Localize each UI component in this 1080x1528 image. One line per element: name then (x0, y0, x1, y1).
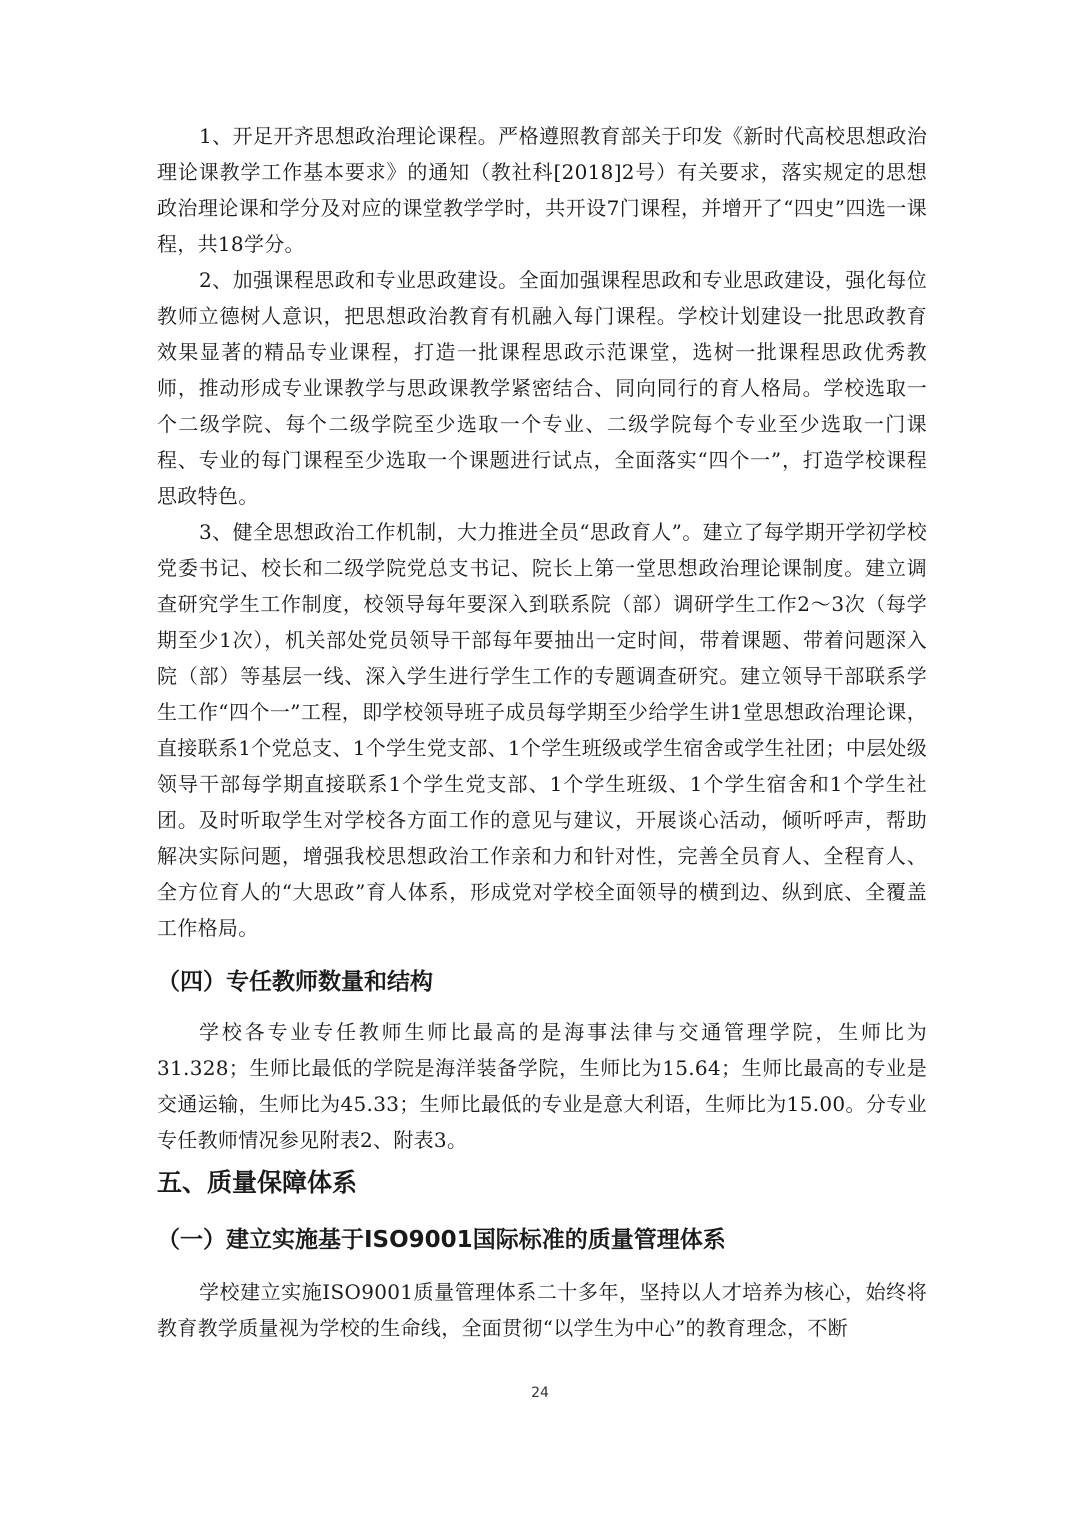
paragraph-work-mechanism: 3、健全思想政治工作机制，大力推进全员“思政育人”。建立了每学期开学初学校党委书记、校长和二级学院党总支书记、院长上第一堂思想政治理论课制度。建立调查研究学生工作制度，校领导每年要深入到联系院（部）调研学生工作2～3次（每学期至少1次），机关部处党员领导干部每年要抽出一定时间，带着课题、带着问题深入院（部）等基层一线、深入学生进行学生工作的专题调查研究。建立领导干部联系学生工作“四个一”工程，即学校领导班子成员每学期至少给学生讲1堂思想政治理论课，直接联系1个党总支、1个学生党支部、1个学生班级或学生宿舍或学生社团；中层处级领导干部每学期直接联系1个学生党支部、1个学生班级、1个学生宿舍和1个学生社团。及时听取学生对学校各方面工作的意见与建议，开展谈心活动，倾听呼声，帮助解决实际问题，增强我校思想政治工作亲和力和针对性，完善全员育人、全程育人、全方位育人的“大思政”育人体系，形成党对学校全面领导的横到边、纵到底、全覆盖工作格局。 (157, 520, 927, 940)
page-number: 24 (531, 1385, 549, 1401)
paragraph-course-ideology: 2、加强课程思政和专业思政建设。全面加强课程思政和专业思政建设，强化每位教师立德树人意识，把思想政治教育有机融入每门课程。学校计划建设一批思政教育效果显著的精品专业课程，打造一批课程思政示范课堂，选树一批课程思政优秀教师，推动形成专业课教学与思政课教学紧密结合、同向同行的育人格局。学校选取一个二级学院、每个二级学院至少选取一个专业、二级学院每个专业至少选取一门课程、专业的每门课程至少选取一个课题进行试点，全面落实“四个一”，打造学校课程思政特色。 (157, 268, 927, 508)
top-text-block (157, 118, 927, 946)
chapter-heading-quality: 五、质量保障体系 (157, 1168, 358, 1197)
paragraph-teacher-ratio: 学校各专业专任教师生师比最高的是海事法律与交通管理学院，生师比为31.328；生师比最低的学院是海洋装备学院，生师比为15.64；生师比最高的专业是交通运输，生师比为45.33；生师比最低的专业是意大利语，生师比为15.00。分专业专任教师情况参见附表2、附表3。 (157, 1020, 927, 1152)
section-heading-iso: （一）建立实施基于ISO9001国际标准的质量管理体系 (157, 1227, 726, 1253)
section-heading-teachers: （四）专任教师数量和结构 (157, 969, 433, 995)
iso-text-block (157, 1274, 927, 1346)
paragraph-iso: 学校建立实施ISO9001质量管理体系二十多年，坚持以人才培养为核心，始终将教育教学质量视为学校的生命线，全面贯彻“以学生为中心”的教育理念，不断 (157, 1280, 927, 1340)
teachers-text-block (157, 1014, 927, 1158)
paragraph-ideological-courses: 1、开足开齐思想政治理论课程。严格遵照教育部关于印发《新时代高校思想政治理论课教学工作基本要求》的通知（教社科[2018]2号）有关要求，落实规定的思想政治理论课和学分及对应的课堂教学学时，共开设7门课程，并增开了“四史”四选一课程，共18学分。 (157, 124, 927, 256)
